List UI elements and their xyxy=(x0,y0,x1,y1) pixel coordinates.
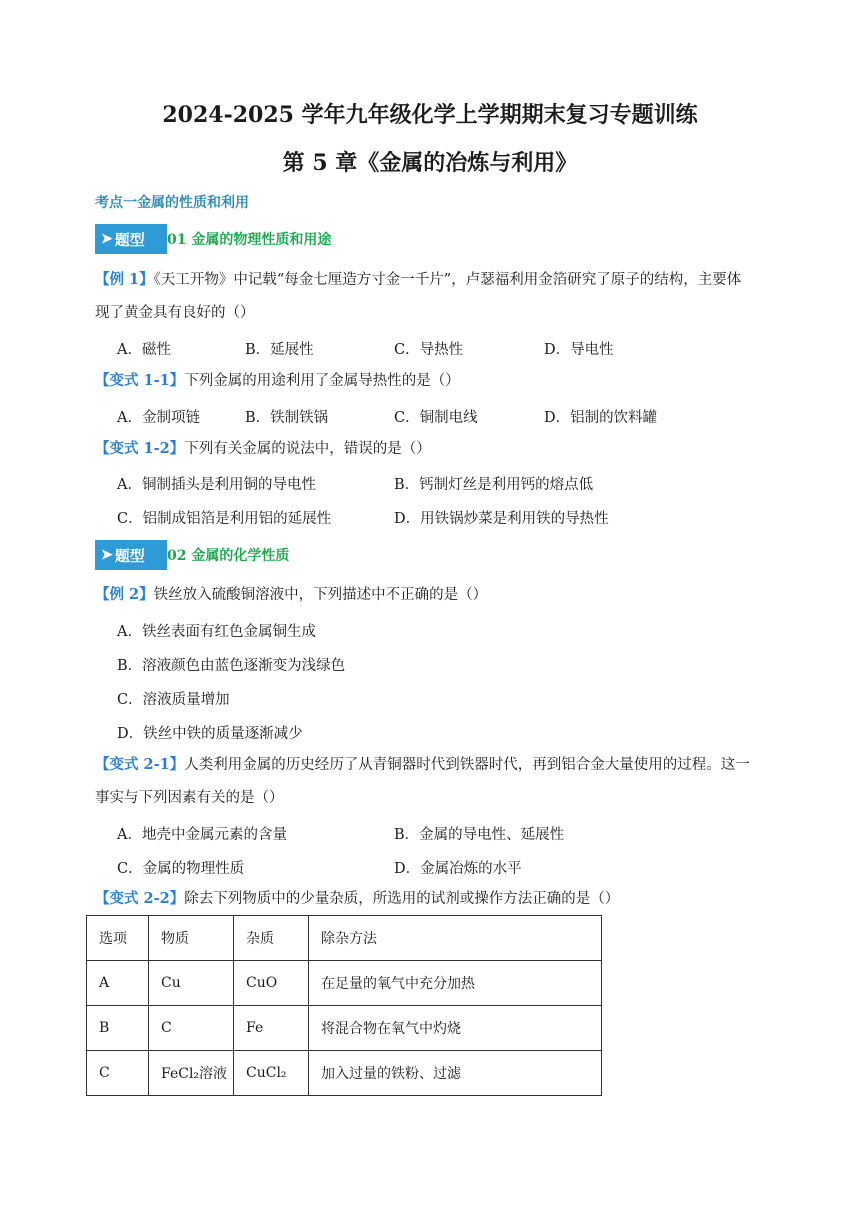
table-cell: Cu xyxy=(149,961,234,1006)
arrow-icon: ➤ xyxy=(101,231,113,247)
option-b: B．金属的导电性、延展性 xyxy=(394,827,565,843)
question-text-cont: 事实与下列因素有关的是（） xyxy=(95,790,284,806)
question-text: 人类利用金属的历史经历了从青铜器时代到铁器时代，再到铝合金大量使用的过程。这一 xyxy=(184,757,750,773)
tixing-badge xyxy=(95,224,167,254)
question-text: 《天工开物》中记载“每金七厘造方寸金一千片”，卢瑟福利用金箔研究了原子的结构，主要体 xyxy=(153,272,742,288)
table-cell: FeCl₂溶液 xyxy=(149,1051,234,1096)
table-cell: Fe xyxy=(234,1006,309,1051)
option-d: D．铝制的饮料罐 xyxy=(544,410,658,426)
badge-label: 题型 xyxy=(114,230,145,249)
option-b: B．延展性 xyxy=(245,342,314,358)
tixing-header-02 xyxy=(95,540,289,570)
option-a: A．铜制插头是利用铜的导电性 xyxy=(117,477,316,493)
table-header-row xyxy=(87,916,602,961)
question-tag: 【例 2】 xyxy=(95,586,154,603)
question-variant-1-2 xyxy=(95,439,431,459)
table-header-cell: 杂质 xyxy=(234,916,309,961)
section-heading: 考点一金属的性质和利用 xyxy=(95,195,249,211)
question-tag: 【例 1】 xyxy=(95,271,154,288)
option-a: A．磁性 xyxy=(117,342,171,358)
question-variant-2-2 xyxy=(95,889,619,909)
table-cell: A xyxy=(87,961,149,1006)
option-c: C．铝制成铝箔是利用铝的延展性 xyxy=(117,511,332,527)
table-cell: 将混合物在氧气中灼烧 xyxy=(309,1006,602,1051)
question-tag: 【变式 2-2】 xyxy=(95,890,185,907)
table-row xyxy=(87,1006,602,1051)
table-row xyxy=(87,961,602,1006)
question-variant-2-1 xyxy=(95,755,750,775)
option-c: C．金属的物理性质 xyxy=(117,861,245,877)
badge-label: 题型 xyxy=(114,546,145,565)
tixing-label: 02 金属的化学性质 xyxy=(167,548,290,564)
document-title: 2024-2025 学年九年级化学上学期期末复习专题训练 xyxy=(162,102,698,128)
option-b: B．铁制铁锅 xyxy=(245,410,329,426)
table-row xyxy=(87,1051,602,1096)
table-header-cell: 选项 xyxy=(87,916,149,961)
document-subtitle: 第 5 章《金属的冶炼与利用》 xyxy=(282,150,578,176)
option-c: C．导热性 xyxy=(394,342,464,358)
option-a: A．金制项链 xyxy=(117,410,200,426)
question-text: 除去下列物质中的少量杂质，所选用的试剂或操作方法正确的是（） xyxy=(184,891,620,907)
table-header-cell: 物质 xyxy=(149,916,234,961)
table-cell: C xyxy=(149,1006,234,1051)
option-a: A．地壳中金属元素的含量 xyxy=(117,827,287,843)
table-cell: CuO xyxy=(234,961,309,1006)
option-c: C．铜制电线 xyxy=(394,410,478,426)
arrow-icon: ➤ xyxy=(101,547,113,563)
question-tag: 【变式 2-1】 xyxy=(95,756,185,773)
question-tag: 【变式 1-2】 xyxy=(95,440,185,457)
question-example-2 xyxy=(95,585,487,605)
table-cell: 在足量的氧气中充分加热 xyxy=(309,961,602,1006)
purification-table xyxy=(86,915,602,1096)
option-b: B．溶液颜色由蓝色逐渐变为浅绿色 xyxy=(117,658,346,674)
tixing-label: 01 金属的物理性质和用途 xyxy=(167,232,332,248)
table-header-cell: 除杂方法 xyxy=(309,916,602,961)
table-cell: B xyxy=(87,1006,149,1051)
question-text: 下列有关金属的说法中，错误的是（） xyxy=(184,441,431,457)
option-a: A．铁丝表面有红色金属铜生成 xyxy=(117,624,316,640)
table-cell: CuCl₂ xyxy=(234,1051,309,1096)
question-text: 铁丝放入硫酸铜溶液中，下列描述中不正确的是（） xyxy=(153,587,488,603)
question-example-1 xyxy=(95,270,741,290)
option-d: D．金属冶炼的水平 xyxy=(394,861,522,877)
option-d: D．导电性 xyxy=(544,342,614,358)
option-b: B．钙制灯丝是利用钙的熔点低 xyxy=(394,477,594,493)
question-variant-1-1 xyxy=(95,371,460,391)
question-text-cont: 现了黄金具有良好的（） xyxy=(95,305,255,321)
table-cell: C xyxy=(87,1051,149,1096)
option-c: C．溶液质量增加 xyxy=(117,692,230,708)
question-tag: 【变式 1-1】 xyxy=(95,372,185,389)
question-text: 下列金属的用途利用了金属导热性的是（） xyxy=(184,373,460,389)
tixing-header-01 xyxy=(95,224,331,254)
option-d: D．用铁锅炒菜是利用铁的导热性 xyxy=(394,511,609,527)
option-d: D．铁丝中铁的质量逐渐减少 xyxy=(117,726,303,742)
table-cell: 加入过量的铁粉、过滤 xyxy=(309,1051,602,1096)
tixing-badge xyxy=(95,540,167,570)
